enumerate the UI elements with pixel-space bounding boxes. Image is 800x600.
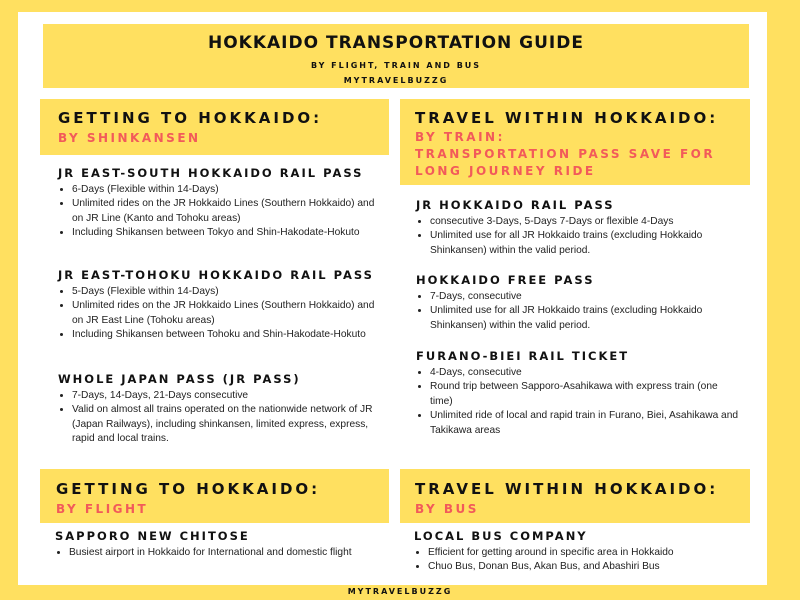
list-item: • 7-Days, consecutive [430,290,742,304]
list-item: • Efficient for getting around in specific area in Hokkaido [428,546,744,560]
pass-hokkaido-free [416,273,742,333]
bus-title: LOCAL BUS COMPANY [414,529,588,543]
section-heading: GETTING TO HOKKAIDO: [58,109,323,127]
pass-title: WHOLE JAPAN PASS (JR PASS) [58,372,301,386]
heading-getting-by-flight [40,469,389,523]
airport-details [55,546,385,560]
bus-details [414,546,744,575]
local-bus-company [414,529,744,575]
pass-details [58,285,378,343]
list-item: • 5-Days (Flexible within 14-Days) [72,285,378,299]
section-subheading: BY BUS [415,502,479,516]
airport-title: SAPPORO NEW CHITOSE [55,529,250,543]
pass-details [58,183,378,241]
list-item: • Valid on almost all trains operated on the nationwide network of JR (Japan Railways), including shinkansen, limited express, express, rapid and local trains. [72,403,378,446]
list-item: • 6-Days (Flexible within 14-Days) [72,183,378,197]
pass-jr-east-tohoku-hokkaido [58,268,378,343]
page-subtitle: BY FLIGHT, TRAIN AND BUS [310,61,482,70]
list-item: • Unlimited ride of local and rapid train in Furano, Biei, Asahikawa and Takikawa areas [430,409,742,438]
section-subheading: BY FLIGHT [56,502,149,516]
pass-jr-east-south-hokkaido [58,166,378,241]
footer-brand: MYTRAVELBUZZG [347,587,453,596]
pass-title: JR EAST-SOUTH HOKKAIDO RAIL PASS [58,166,364,180]
section-heading: GETTING TO HOKKAIDO: [56,480,321,498]
brand-name: MYTRAVELBUZZG [343,76,449,85]
section-heading: TRAVEL WITHIN HOKKAIDO: [415,109,719,127]
list-item: • 4-Days, consecutive [430,366,742,380]
list-item: • 7-Days, 14-Days, 21-Days consecutive [72,389,378,403]
page-title: HOKKAIDO TRANSPORTATION GUIDE [208,33,584,53]
list-item: • Including Shikansen between Tokyo and Shin-Hakodate-Hokuto [72,226,378,240]
heading-travel-by-train [400,99,750,185]
section-subheading: BY SHINKANSEN [58,131,201,145]
section-heading: TRAVEL WITHIN HOKKAIDO: [415,480,719,498]
list-item: • Including Shikansen between Tohoku and Shin-Hakodate-Hokuto [72,328,378,342]
pass-jr-hokkaido-rail [416,198,742,258]
pass-details [58,389,378,447]
title-banner [43,24,749,88]
list-item: • Round trip between Sapporo-Asahikawa with express train (one time) [430,380,742,409]
pass-title: FURANO-BIEI RAIL TICKET [416,349,630,363]
pass-whole-japan [58,372,378,447]
heading-getting-by-shinkansen [40,99,389,155]
pass-furano-biei [416,349,742,438]
pass-details [416,215,742,258]
section-subheading: LONG JOURNEY RIDE [415,164,596,178]
list-item: • Unlimited rides on the JR Hokkaido Lines (Southern Hokkaido) and on JR East Line (Tohoku areas) [72,299,378,328]
section-subheading: BY TRAIN: [415,130,505,144]
pass-title: JR EAST-TOHOKU HOKKAIDO RAIL PASS [58,268,374,282]
pass-title: HOKKAIDO FREE PASS [416,273,595,287]
airport-sapporo-new-chitose [55,529,385,560]
list-item: • consecutive 3-Days, 5-Days 7-Days or flexible 4-Days [430,215,742,229]
list-item: • Unlimited rides on the JR Hokkaido Lines (Southern Hokkaido) and on JR Line (Kanto and Tohoku areas) [72,197,378,226]
pass-details [416,290,742,333]
pass-title: JR HOKKAIDO RAIL PASS [416,198,615,212]
list-item: • Unlimited use for all JR Hokkaido trains (excluding Hokkaido Shinkansen) within the valid period. [430,304,742,333]
list-item: • Busiest airport in Hokkaido for International and domestic flight [69,546,385,560]
list-item: • Chuo Bus, Donan Bus, Akan Bus, and Abashiri Bus [428,560,744,574]
heading-travel-by-bus [400,469,750,523]
pass-details [416,366,742,438]
list-item: • Unlimited use for all JR Hokkaido trains (excluding Hokkaido Shinkansen) within the valid period. [430,229,742,258]
section-subheading: TRANSPORTATION PASS SAVE FOR [415,147,716,161]
